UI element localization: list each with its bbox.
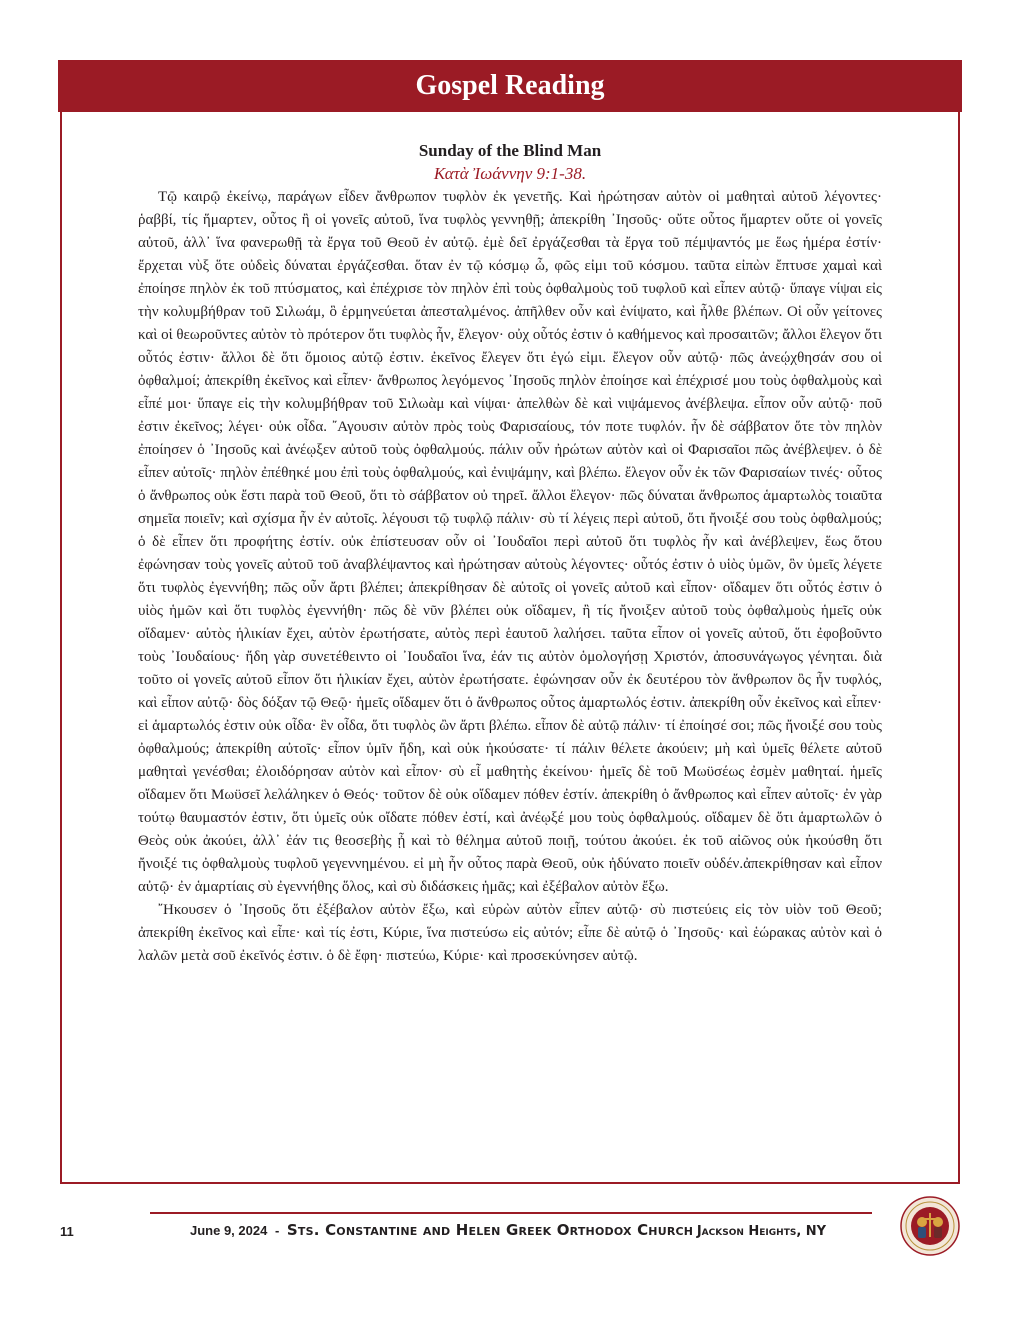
reading-paragraph: Τῷ καιρῷ ἐκείνῳ, παράγων εἶδεν ἄνθρωπον τυφλὸν ἐκ γενετῆς. Καὶ ἠρώτησαν αὐτὸν οἱ μαθηταὶ αὐτοῦ λέγοντες· ῥαββί, τίς ἥμαρτεν, οὗτος ἢ οἱ γονεῖς αὐτοῦ, ἵνα τυφλὸς γεννηθῇ; ἀπεκρίθη ᾿Ιησοῦς· οὔτε οὗτος ἥμαρτεν οὔτε οἱ γονεῖς αὐτοῦ, ἀλλ᾿ ἵνα φανερωθῇ τὰ ἔργα τοῦ Θεοῦ ἐν αὐτῷ. ἐμὲ δεῖ ἐργάζεσθαι τὰ ἔργα τοῦ πέμψαντός με ἕως ἡμέρα ἐστίν· ἔρχεται νὺξ ὅτε οὐδεὶς δύναται ἐργάζεσθαι. ὅταν ἐν τῷ κόσμῳ ὦ, φῶς εἰμι τοῦ κόσμου. ταῦτα εἰπὼν ἔπτυσε χαμαὶ καὶ ἐποίησε πηλὸν ἐκ τοῦ πτύσματος, καὶ ἐπέχρισε τὸν πηλὸν ἐπὶ τοὺς ὀφθαλμοὺς τοῦ τυφλοῦ καὶ εἶπεν αὐτῷ· ὕπαγε νίψαι εἰς τὴν κολυμβήθραν τοῦ Σιλωάμ, ὃ ἑρμηνεύεται ἀπεσταλμένος. ἀπῆλθεν οὖν καὶ ἐνίψατο, καὶ ἦλθε βλέπων. Οἱ οὖν γείτονες καὶ οἱ θεωροῦντες αὐτὸν τὸ πρότερον ὅτι τυφλὸς ἦν, ἔλεγον· οὐχ οὗτός ἐστιν ὁ καθήμενος καὶ προσαιτῶν; ἄλλοι ἔλεγον ὅτι οὗτός ἐστιν· ἄλλοι δὲ ὅτι ὅμοιος αὐτῷ ἐστιν. ἐκεῖνος ἔλεγεν ὅτι ἐγώ εἰμι. ἔλεγον οὖν αὐτῷ· πῶς ἀνεῴχθησάν σου οἱ ὀφθαλμοί; ἀπεκρίθη ἐκεῖνος καὶ εἶπεν· ἄνθρωπος λεγόμενος ᾿Ιησοῦς πηλὸν ἐποίησε καὶ ἐπέχρισέ μου τοὺς ὀφθαλμοὺς καὶ εἶπέ μοι· ὕπαγε εἰς τὴν κολυμβήθραν τοῦ Σιλωὰμ καὶ νίψαι· ἀπελθὼν δὲ καὶ νιψάμενος ἀνέβλεψα. εἶπον οὖν αὐτῷ· ποῦ ἐστιν ἐκεῖνος; λέγει· οὐκ οἶδα. ῎Αγουσιν αὐτὸν πρὸς τοὺς Φαρισαίους, τόν ποτε τυφλόν. ἦν δὲ σάββατον ὅτε τὸν πηλὸν ἐποίησεν ὁ ᾿Ιησοῦς καὶ ἀνέῳξεν αὐτοῦ τοὺς ὀφθαλμούς. πάλιν οὖν ἠρώτων αὐτὸν καὶ οἱ Φαρισαῖοι πῶς ἀνέβλεψεν. ὁ δὲ εἶπεν αὐτοῖς· πηλὸν ἐπέθηκέ μου ἐπὶ τοὺς ὀφθαλμούς, καὶ ἐνιψάμην, καὶ βλέπω. ἔλεγον οὖν ἐκ τῶν Φαρισαίων τινές· οὗτος ὁ ἄνθρωπος οὐκ ἔστι παρὰ τοῦ Θεοῦ, ὅτι τὸ σάββατον οὐ τηρεῖ. ἄλλοι ἔλεγον· πῶς δύναται ἄνθρωπος ἁμαρτωλὸς τοιαῦτα σημεῖα ποιεῖν; καὶ σχίσμα ἦν ἐν αὐτοῖς. λέγουσι τῷ τυφλῷ πάλιν· σὺ τί λέγεις περὶ αὐτοῦ, ὅτι ἤνοιξέ σου τοὺς ὀφθαλμούς; ὁ δὲ εἶπεν ὅτι προφήτης ἐστίν. οὐκ ἐπίστευσαν οὖν οἱ ᾿Ιουδαῖοι περὶ αὐτοῦ ὅτι τυφλὸς ἦν καὶ ἀνέβλεψεν, ἕως ὅτου ἐφώνησαν τοὺς γονεῖς αὐτοῦ τοῦ ἀναβλέψαντος καὶ ἠρώτησαν αὐτοὺς λέγοντες· οὗτός ἐστιν ὁ υἱὸς ὑμῶν, ὃν ὑμεῖς λέγετε ὅτι τυφλὸς ἐγεννήθη; πῶς οὖν ἄρτι βλέπει; ἀπεκρίθησαν δὲ αὐτοῖς οἱ γονεῖς αὐτοῦ καὶ εἶπον· οἴδαμεν ὅτι οὗτός ἐστιν ὁ υἱὸς ἡμῶν καὶ ὅτι τυφλὸς ἐγεννήθη· πῶς δὲ νῦν βλέπει οὐκ οἴδαμεν, ἢ τίς ἤνοιξεν αὐτοῦ τοὺς ὀφθαλμοὺς ἡμεῖς οὐκ οἴδαμεν· αὐτὸς ἡλικίαν ἔχει, αὐτὸν ἐρωτήσατε, αὐτὸς περὶ ἑαυτοῦ λαλήσει. ταῦτα εἶπον οἱ γονεῖς αὐτοῦ, ὅτι ἐφοβοῦντο τοὺς ᾿Ιουδαίους· ἤδη γὰρ συνετέθειντο οἱ ᾿Ιουδαῖοι ἵνα, ἐάν τις αὐτὸν ὁμολογήσῃ Χριστόν, ἀποσυνάγωγος γένηται. διὰ τοῦτο οἱ γονεῖς αὐτοῦ εἶπον ὅτι ἡλικίαν ἔχει, αὐτὸν ἐρωτήσατε. ἐφώνησαν οὖν ἐκ δευτέρου τὸν ἄνθρωπον ὃς ἦν τυφλός, καὶ εἶπον αὐτῷ· δὸς δόξαν τῷ Θεῷ· ἡμεῖς οἴδαμεν ὅτι ὁ ἄνθρωπος οὗτος ἁμαρτωλός ἐστιν. ἀπεκρίθη οὖν ἐκεῖνος καὶ εἶπεν· εἰ ἁμαρτωλός ἐστιν οὐκ οἶδα· ἓν οἶδα, ὅτι τυφλὸς ὢν ἄρτι βλέπω. εἶπον δὲ αὐτῷ πάλιν· τί ἐποίησέ σοι; πῶς ἤνοιξέ σου τοὺς ὀφθαλμούς; ἀπεκρίθη αὐτοῖς· εἶπον ὑμῖν ἤδη, καὶ οὐκ ἠκούσατε· τί πάλιν θέλετε ἀκούειν; μὴ καὶ ὑμεῖς θέλετε αὐτοῦ μαθηταὶ γενέσθαι; ἐλοιδόρησαν αὐτὸν καὶ εἶπον· σὺ εἶ μαθητὴς ἐκείνου· ἡμεῖς δὲ τοῦ Μωϋσέως ἐσμὲν μαθηταί. ἡμεῖς οἴδαμεν ὅτι Μωϋσεῖ λελάληκεν ὁ Θεός· τοῦτον δὲ οὐκ οἴδαμεν πόθεν ἐστίν. ἀπεκρίθη ὁ ἄνθρωπος καὶ εἶπεν αὐτοῖς· ἐν γὰρ τούτῳ θαυμαστόν ἐστιν, ὅτι ὑμεῖς οὐκ οἴδατε πόθεν ἐστί, καὶ ἀνέῳξέ μου τοὺς ὀφθαλμούς. οἴδαμεν δὲ ὅτι ἁμαρτωλῶν ὁ Θεὸς οὐκ ἀκούει, ἀλλ᾿ ἐάν τις θεοσεβὴς ᾖ καὶ τὸ θέλημα αὐτοῦ ποιῇ, τούτου ἀκούει. ἐκ τοῦ αἰῶνος οὐκ ἠκούσθη ὅτι ἤνοιξέ τις ὀφθαλμοὺς τυφλοῦ γεγεννημένου. εἰ μὴ ἦν οὗτος παρὰ Θεοῦ, οὐκ ἠδύνατο ποιεῖν οὐδέν.ἀπεκρίθησαν καὶ εἶπον αὐτῷ· ἐν ἁμαρτίαις σὺ ἐγεννήθης ὅλος, καὶ σὺ διδάσκεις ἡμᾶς; καὶ ἐξέβαλον αὐτὸν ἔξω. xyxy=(138,189,882,895)
footer-divider xyxy=(150,1212,872,1214)
church-seal-icon xyxy=(900,1196,960,1256)
page-title: Gospel Reading xyxy=(58,60,962,112)
reading-text xyxy=(138,186,882,968)
scripture-reference: Κατὰ Ἰωάννην 9:1-38. xyxy=(433,164,587,183)
reading-paragraph: ῎Ηκουσεν ὁ ᾿Ιησοῦς ὅτι ἐξέβαλον αὐτὸν ἔξω, καὶ εὑρὼν αὐτὸν εἶπεν αὐτῷ· σὺ πιστεύεις εἰς τὸν υἱὸν τοῦ Θεοῦ; ἀπεκρίθη ἐκεῖνος καὶ εἶπε· καὶ τίς ἐστι, Κύριε, ἵνα πιστεύσω εἰς αὐτόν; εἶπε δὲ αὐτῷ ὁ ᾿Ιησοῦς· καὶ ἑώρακας αὐτὸν καὶ ὁ λαλῶν μετὰ σοῦ ἐκεῖνός ἐστιν. ὁ δὲ ἔφη· πιστεύω, Κύριε· καὶ προσεκύνησεν αὐτῷ. xyxy=(138,902,882,964)
footer-church-name: Sts. Constantine and Helen Greek Orthodox Church xyxy=(286,1221,694,1239)
reading-subtitle: Sunday of the Blind Man xyxy=(418,141,602,160)
footer-date: June 9, 2024 xyxy=(190,1223,268,1238)
footer-location: Jackson Heights, NY xyxy=(696,1224,827,1239)
page-number: 11 xyxy=(60,1224,74,1239)
footer-separator: - xyxy=(274,1223,280,1238)
footer-line xyxy=(190,1221,880,1239)
